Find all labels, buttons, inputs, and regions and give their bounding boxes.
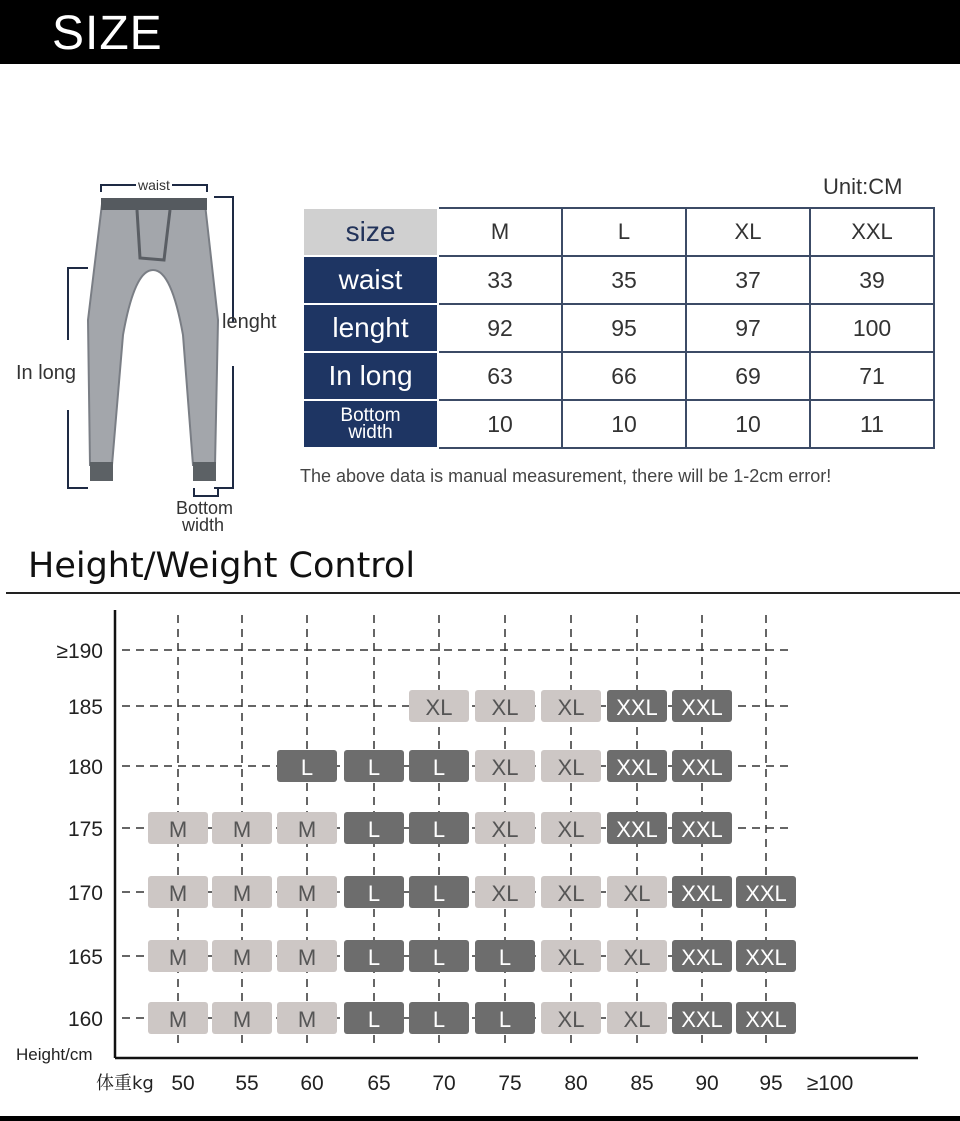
- col-head-xxl: XXL: [810, 208, 934, 256]
- size-cell-label: L: [432, 817, 446, 842]
- size-cell-label: M: [168, 945, 188, 970]
- row-label-bottom-line2: width: [348, 422, 393, 443]
- row-label-inseam: In long: [303, 352, 438, 400]
- table-cell: 69: [686, 352, 810, 400]
- size-cell-label: XXL: [745, 945, 787, 970]
- x-tick-label: 60: [300, 1072, 324, 1095]
- size-cell-label: L: [432, 1007, 446, 1032]
- waistband: [101, 198, 207, 210]
- table-cell: 100: [810, 304, 934, 352]
- row-label-waist: waist: [303, 256, 438, 304]
- pants-shape: [88, 204, 218, 465]
- length-label: lenght: [222, 311, 277, 333]
- unit-label: Unit:CM: [823, 174, 903, 199]
- size-cell-label: XL: [557, 945, 585, 970]
- size-cell-label: XL: [557, 1007, 585, 1032]
- size-cell-label: L: [367, 945, 381, 970]
- table-row: [303, 256, 934, 304]
- size-cell-label: XXL: [745, 881, 787, 906]
- bottom-label-line2: width: [182, 515, 225, 535]
- banner-title: SIZE: [52, 7, 163, 60]
- inseam-label: In long: [16, 362, 77, 384]
- row-label-bottom-line1: Bottom: [340, 405, 401, 426]
- table-row: [303, 304, 934, 352]
- size-cell-label: XXL: [681, 945, 723, 970]
- size-cell-label: XL: [425, 695, 453, 720]
- header-size-label: size: [303, 208, 438, 256]
- size-cell-label: M: [232, 1007, 252, 1032]
- bottom-label-line1: Bottom: [176, 498, 234, 518]
- bottom-divider: [0, 1116, 960, 1121]
- waist-label: waist: [138, 177, 170, 193]
- size-cell-label: XL: [623, 881, 651, 906]
- size-cell-label: L: [432, 755, 446, 780]
- x-tick-label: 85: [630, 1072, 654, 1095]
- x-tick-label: 50: [171, 1072, 195, 1095]
- table-cell: 92: [438, 304, 562, 352]
- col-head-xl: XL: [686, 208, 810, 256]
- size-cell-label: L: [432, 945, 446, 970]
- col-head-l: L: [562, 208, 686, 256]
- y-tick-label: 170: [67, 882, 103, 905]
- size-cell-label: M: [168, 1007, 188, 1032]
- size-cell-label: L: [367, 1007, 381, 1032]
- x-tick-label: 70: [432, 1072, 456, 1095]
- size-cell-label: XXL: [681, 695, 723, 720]
- section-title: Height/Weight Control: [28, 546, 416, 586]
- size-cell-label: M: [297, 817, 317, 842]
- x-tick-label: 90: [695, 1072, 719, 1095]
- y-axis-label: Height/cm: [16, 1045, 93, 1064]
- table-cell: 33: [438, 256, 562, 304]
- table-cell: 63: [438, 352, 562, 400]
- size-cell-label: XXL: [616, 755, 658, 780]
- size-cell-label: XL: [557, 695, 585, 720]
- table-cell: 97: [686, 304, 810, 352]
- size-cell-label: XXL: [681, 817, 723, 842]
- table-cell: 66: [562, 352, 686, 400]
- col-head-m: M: [438, 208, 562, 256]
- measurement-note: The above data is manual measurement, there will be 1-2cm error!: [300, 466, 832, 486]
- y-tick-label: 165: [67, 946, 103, 969]
- size-cell-label: L: [498, 1007, 512, 1032]
- section-divider: [6, 592, 960, 594]
- size-cell-label: L: [498, 945, 512, 970]
- size-cell-label: L: [432, 881, 446, 906]
- row-label-length: lenght: [303, 304, 438, 352]
- size-cell-label: XL: [623, 945, 651, 970]
- size-cell-label: XL: [491, 817, 519, 842]
- bottom-bracket: [194, 488, 218, 496]
- y-tick-label: 160: [67, 1008, 103, 1031]
- x-tick-label: 80: [564, 1072, 588, 1095]
- table-cell: 10: [562, 400, 686, 448]
- size-cell-label: L: [367, 881, 381, 906]
- table-cell: 95: [562, 304, 686, 352]
- size-cell-label: XL: [491, 881, 519, 906]
- table-cell: 35: [562, 256, 686, 304]
- x-tick-label: 95: [759, 1072, 783, 1095]
- x-tick-label: 75: [498, 1072, 522, 1095]
- size-cell-label: XL: [557, 817, 585, 842]
- size-cell-label: M: [232, 945, 252, 970]
- size-cell-label: XXL: [681, 1007, 723, 1032]
- size-cell-label: M: [168, 881, 188, 906]
- table-cell: 10: [438, 400, 562, 448]
- size-cell-label: XL: [557, 881, 585, 906]
- table-cell: 37: [686, 256, 810, 304]
- size-cell-label: M: [232, 881, 252, 906]
- table-cell: 71: [810, 352, 934, 400]
- size-cell-label: XXL: [616, 695, 658, 720]
- size-cell-label: M: [232, 817, 252, 842]
- x-tick-label: 55: [235, 1072, 259, 1095]
- size-cell-label: L: [367, 817, 381, 842]
- left-cuff: [90, 462, 113, 481]
- pants-diagram: [0, 170, 300, 540]
- size-cell-label: M: [297, 945, 317, 970]
- size-cell-label: L: [300, 755, 314, 780]
- row-label-bottom-width: [303, 400, 438, 448]
- size-cell-label: M: [297, 881, 317, 906]
- size-cell-label: XXL: [681, 881, 723, 906]
- y-tick-label: 185: [67, 696, 103, 719]
- table-cell: 11: [810, 400, 934, 448]
- x-axis-label: 体重kg: [96, 1073, 154, 1094]
- y-tick-label: ≥190: [56, 640, 103, 663]
- size-cell-label: XL: [491, 695, 519, 720]
- size-cell-label: M: [168, 817, 188, 842]
- size-table: [302, 207, 935, 449]
- size-cell-label: XL: [623, 1007, 651, 1032]
- size-banner: [0, 0, 960, 64]
- size-cell-label: XXL: [681, 755, 723, 780]
- size-cell-label: XL: [491, 755, 519, 780]
- table-header-row: [303, 208, 934, 256]
- size-cell-label: XXL: [616, 817, 658, 842]
- table-cell: 39: [810, 256, 934, 304]
- x-tick-label: ≥100: [806, 1072, 854, 1095]
- y-tick-label: 180: [67, 756, 103, 779]
- inseam-bracket: [68, 268, 88, 340]
- y-tick-label: 175: [67, 818, 103, 841]
- size-cell-label: XXL: [745, 1007, 787, 1032]
- height-weight-grid: [0, 600, 960, 1110]
- x-tick-label: 65: [367, 1072, 391, 1095]
- size-cell-label: L: [367, 755, 381, 780]
- table-row: [303, 352, 934, 400]
- size-cell-label: XL: [557, 755, 585, 780]
- table-row: [303, 400, 934, 448]
- table-cell: 10: [686, 400, 810, 448]
- size-cell-label: M: [297, 1007, 317, 1032]
- right-cuff: [193, 462, 216, 481]
